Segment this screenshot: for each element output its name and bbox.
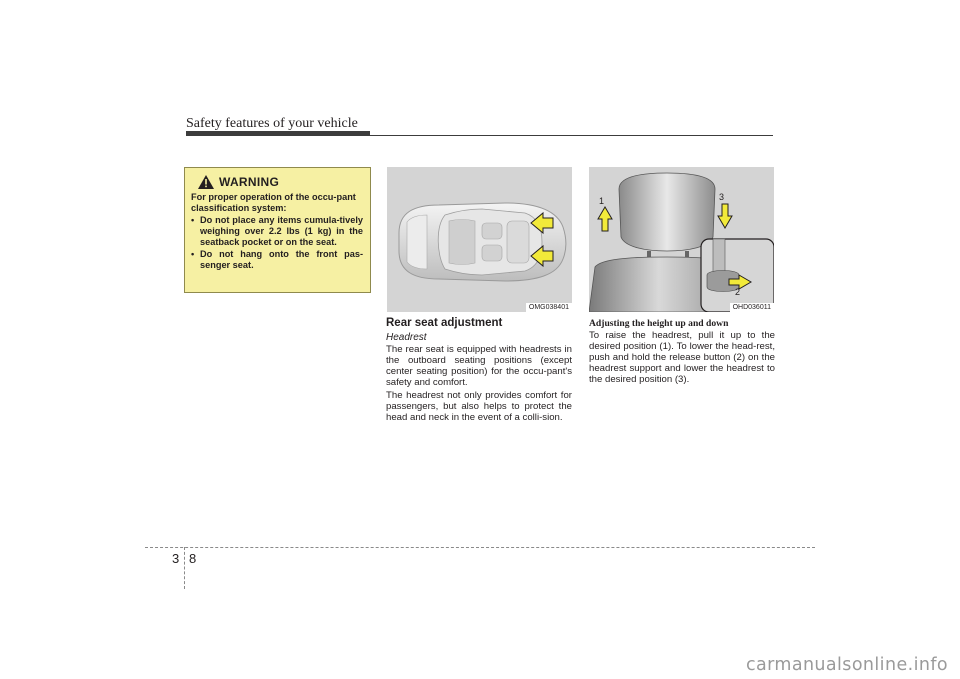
headrest-subtitle: Headrest xyxy=(386,332,427,343)
warning-triangle-icon xyxy=(197,174,215,190)
warning-box xyxy=(184,167,371,293)
adjust-subtitle: Adjusting the height up and down xyxy=(589,318,729,329)
callout-1: 1 xyxy=(599,196,605,206)
bullet: • xyxy=(191,215,195,225)
callout-2: 2 xyxy=(735,287,741,297)
warning-intro: For proper operation of the occu-pant classification system: xyxy=(191,192,356,213)
warning-item: • Do not hang onto the front pas-senger seat. xyxy=(191,249,363,270)
warning-list xyxy=(191,215,363,271)
car-illustration xyxy=(387,167,572,312)
header-rule xyxy=(370,135,773,136)
rear-seat-column xyxy=(386,318,572,425)
header-tab-bar xyxy=(186,131,370,136)
paragraph: The headrest not only provides comfort for passengers, but also helps to protect the head and neck in the event of a colli-sion. xyxy=(386,390,572,423)
paragraph: To raise the headrest, pull it up to the desired position (1). To lower the head-rest, push and hold the release button (2) on the headrest support and lower the headrest to the desired position (3). xyxy=(589,330,775,385)
adjust-height-column xyxy=(589,318,775,387)
page-number: 8 xyxy=(189,551,197,566)
watermark: carmanualsonline.info xyxy=(745,655,948,675)
warning-item: • Do not place any items cumula-tively weighing over 2.2 lbs (1 kg) in the seatback pocket or on the seat. xyxy=(191,215,363,247)
section-title: Rear seat adjustment xyxy=(386,317,503,329)
paragraph: The rear seat is equipped with headrests in the outboard seating positions (except center seating position) for the occu-pant's safety and comfort. xyxy=(386,344,572,388)
car-drawing xyxy=(387,167,572,312)
section-header-title: Safety features of your vehicle xyxy=(186,116,358,131)
headrest-illustration xyxy=(589,167,774,312)
bullet: • xyxy=(191,249,195,259)
warning-header xyxy=(197,174,363,190)
footer-divider xyxy=(145,547,815,548)
figure-code: OHD036011 xyxy=(730,303,774,312)
callout-3: 3 xyxy=(719,192,725,202)
figure-code: OMG038401 xyxy=(526,303,572,312)
page-chapter-number: 3 xyxy=(172,551,180,566)
footer-vertical-divider xyxy=(184,547,185,589)
warning-title: WARNING xyxy=(219,175,280,189)
headrest-drawing xyxy=(589,167,774,312)
